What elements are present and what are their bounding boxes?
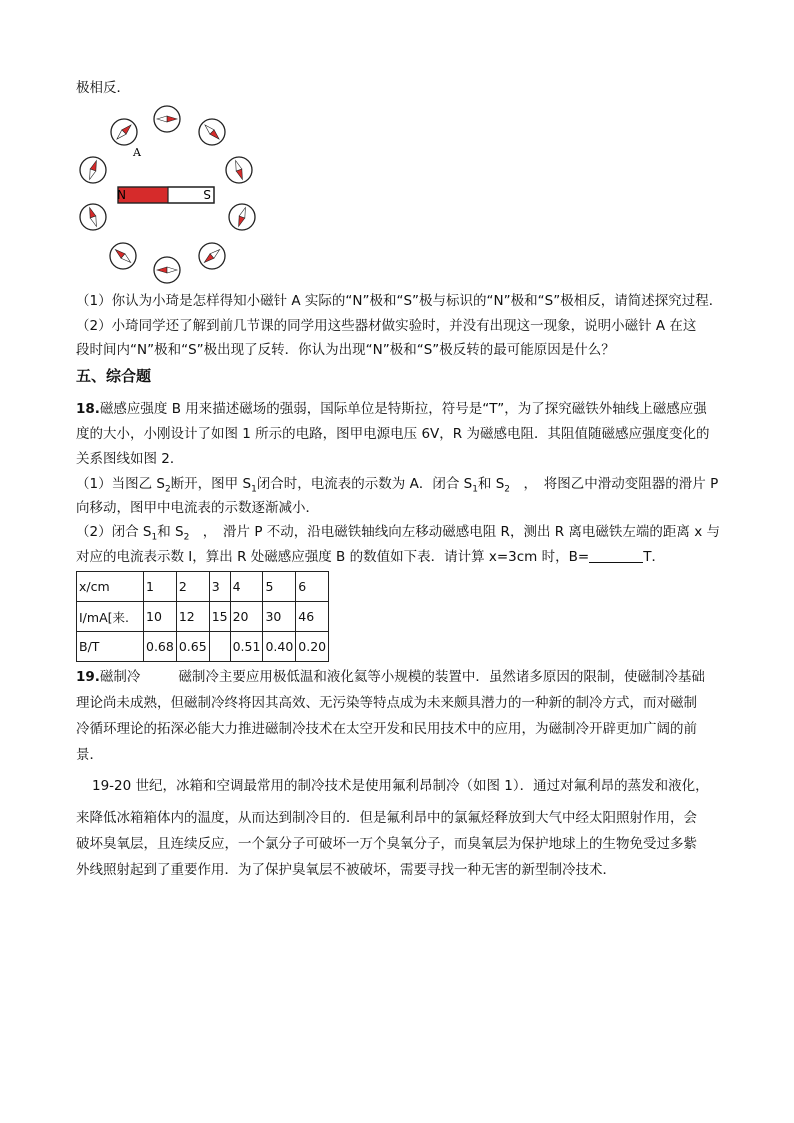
- q19-line1: 19.磁制冷 磁制冷主要应用极低温和液化氦等小规模的装置中．虽然诸多原因的限制，使磁制冷基础: [76, 669, 705, 685]
- compass-icon: [80, 157, 106, 183]
- table-cell: 0.20: [296, 632, 329, 662]
- compass-a-label: A: [133, 146, 141, 159]
- q17-part1: （1）你认为小琦是怎样得知小磁针 A 实际的“N”极和“S”极与标识的“N”极和“S”极相反，请简述探究过程．: [76, 293, 723, 309]
- answer-blank: [589, 549, 643, 563]
- q19-para2-line1: 19-20 世纪，冰箱和空调最常用的制冷技术是使用氟利昂制冷（如图 1）．通过对氟利昂的蒸发和液化，: [92, 778, 709, 794]
- intro-tail: 极相反．: [76, 80, 130, 96]
- magnet-n-label: N: [117, 187, 126, 201]
- table-cell: 0.40: [263, 632, 296, 662]
- q18-part1-line2: 向移动，图甲中电流表的示数逐渐减小．: [76, 500, 319, 516]
- bar-magnet: [117, 187, 214, 203]
- compass-icon: [154, 257, 180, 283]
- q18-line1: [76, 399, 707, 419]
- q18-line3: 关系图线如图 2．: [76, 451, 184, 467]
- compass-icon: [229, 204, 255, 230]
- table-cell: 2: [176, 572, 209, 602]
- compass-icon: [199, 243, 225, 269]
- table-cell: 5: [263, 572, 296, 602]
- section-heading: 五、综合题: [76, 367, 152, 385]
- table-cell: 30: [263, 602, 296, 632]
- compass-ring-figure: [72, 101, 262, 289]
- q18-part2-line2: 对应的电流表示数 I，算出 R 处磁感应强度 B 的数值如下表．请计算 x=3cm 时，B= T．: [76, 549, 665, 565]
- table-cell: 0.65: [176, 632, 209, 662]
- q19-line2: 理论尚未成熟，但磁制冷终将因其高效、无污染等特点成为未来颇具潜力的一种新的制冷方式，而对磁制: [76, 695, 697, 711]
- table-cell: 15: [209, 602, 230, 632]
- q17-part2-line2: 段时间内“N”极和“S”极出现了反转．你认为出现“N”极和“S”极反转的最可能原因是什么？: [76, 342, 615, 358]
- q18-number: 18.: [76, 401, 100, 417]
- q19-para2-line2: 来降低冰箱箱体内的温度，从而达到制冷目的．但是氟利昂中的氯氟烃释放到大气中经太阳照射作用，会: [76, 810, 697, 826]
- table-cell: 4: [230, 572, 263, 602]
- compass-icon: [80, 204, 106, 230]
- table-cell: 0.68: [144, 632, 177, 662]
- magnet-s-label: S: [203, 187, 211, 201]
- compass-icon: [110, 243, 136, 269]
- q18-part2-line1: （2）闭合 $S_1$和 $S_2$ ， 滑片 P 不动，沿电磁铁轴线向左移动磁感电阻 R，测出 R 离电磁铁左端的距离 x 与: [76, 524, 720, 543]
- compass-icon: [111, 119, 137, 145]
- q19-line3: 冷循环理论的拓深必能大力推进磁制冷技术在太空开发和民用技术中的应用，为磁制冷开辟更加广阔的前: [76, 721, 697, 737]
- table-cell: 6: [296, 572, 329, 602]
- q18-line1-text: 磁感应强度 B 用来描述磁场的强弱，国际单位是特斯拉，符号是“T”，为了探究磁铁外轴线上磁感应强: [99, 401, 707, 417]
- table-row: [77, 632, 329, 662]
- q19-number: 19.: [76, 669, 100, 685]
- table-row: [77, 602, 329, 632]
- q19-para2-line3: 破坏臭氧层，且连续反应，一个氯分子可破坏一万个臭氧分子，而臭氧层为保护地球上的生物免受过多紫: [76, 836, 697, 852]
- table-cell: 3: [209, 572, 230, 602]
- q19-line4: 景．: [76, 747, 103, 763]
- table-row: [77, 572, 329, 602]
- q19-para2-line4: 外线照射起到了重要作用．为了保护臭氧层不被破坏，需要寻找一种无害的新型制冷技术．: [76, 862, 616, 878]
- table-cell: 10: [144, 602, 177, 632]
- table-cell: 0.51: [230, 632, 263, 662]
- data-table: [76, 571, 329, 662]
- q18-line2: 度的大小，小刚设计了如图 1 所示的电路，图甲电源电压 6V，R 为磁感电阻．其阻值随磁感应强度变化的: [76, 426, 710, 442]
- q17-part2-line1: （2）小琦同学还了解到前几节课的同学用这些器材做实验时，并没有出现这一现象，说明小磁针 A 在这: [76, 318, 697, 334]
- table-cell: B/T: [77, 632, 144, 662]
- table-cell: I/mA[来.: [77, 602, 144, 632]
- compass-icon: [226, 157, 252, 183]
- table-cell: 46: [296, 602, 329, 632]
- compass-icon: [199, 119, 225, 145]
- q18-part1-line1: （1）当图乙 $S_2$断开，图甲 $S_1$闭合时，电流表的示数为 A．闭合 $S_1$和 $S_2$ ， 将图乙中滑动变阻器的滑片 P: [76, 476, 719, 495]
- table-cell: 1: [144, 572, 177, 602]
- compass-icon: [154, 106, 180, 132]
- table-cell: 12: [176, 602, 209, 632]
- table-cell: x/cm: [77, 572, 144, 602]
- table-cell: [209, 632, 230, 662]
- table-cell: 20: [230, 602, 263, 632]
